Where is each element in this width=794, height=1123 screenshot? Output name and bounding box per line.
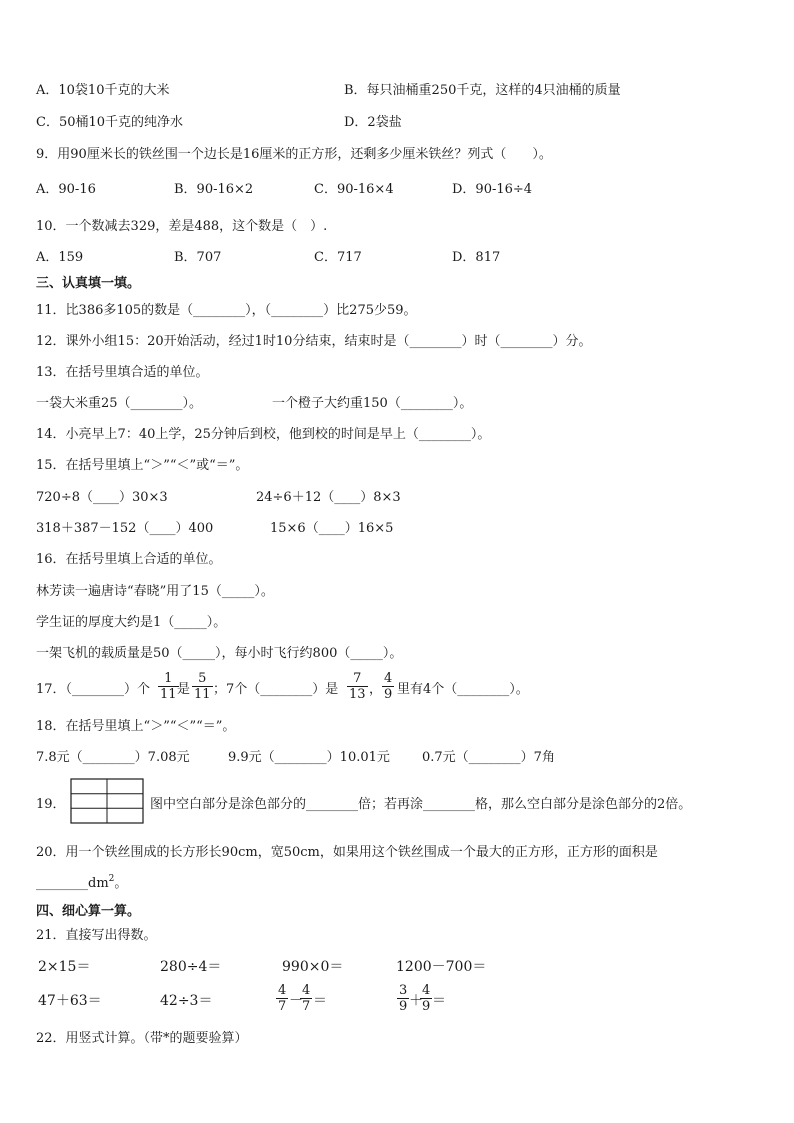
section-4-heading: 四、细心算一算。 xyxy=(36,904,141,919)
q9-option-a: A．90-16 xyxy=(36,182,96,197)
q8-option-d: D．2袋盐 xyxy=(344,115,402,130)
q21-expr-5: 47＋63＝ xyxy=(38,993,102,1009)
q21-expr-6: 42÷3＝ xyxy=(160,993,213,1009)
q10-option-c: C．717 xyxy=(314,250,362,265)
q21-text: 21．直接写出得数。 xyxy=(36,928,157,943)
section-3-heading: 三、认真填一填。 xyxy=(36,276,141,291)
q21-frac-expr-2-a xyxy=(397,983,409,1014)
q14-text: 14．小亮早上7：40上学，25分钟后到校，他到校的时间是早上（________）。 xyxy=(36,427,491,442)
q11-text: 11．比386多105的数是（________），（________）比275少59。 xyxy=(36,303,417,318)
q17-fraction-1 xyxy=(158,671,179,702)
q10-option-d: D．817 xyxy=(452,250,501,265)
q18-text: 18．在括号里填上“＞”“＜”“＝”。 xyxy=(36,719,236,734)
q20-text: 20．用一个铁丝围成的长方形长90cm，宽50cm，如果用这个铁丝围成一个最大的正方形，正方形的面积是 xyxy=(36,845,658,860)
q16-part-c: 一架飞机的载质量是50（_____），每小时飞行约800（_____）。 xyxy=(36,646,403,661)
q17-fraction-3 xyxy=(347,671,368,702)
q17-fraction-2 xyxy=(192,671,213,702)
numerator: 4 xyxy=(278,983,287,998)
q10-option-a: A．159 xyxy=(36,250,84,265)
q21-frac-expr-1-b xyxy=(300,983,312,1014)
q17-fraction-3-denominator: 13 xyxy=(349,687,366,702)
q21-expr-3: 990×0＝ xyxy=(282,959,344,975)
q13-text: 13．在括号里填合适的单位。 xyxy=(36,365,209,380)
q17-fraction-4-denominator: 9 xyxy=(384,687,393,702)
q8-option-a: A．10袋10千克的大米 xyxy=(36,83,170,98)
q10-option-b: B．707 xyxy=(174,250,222,265)
q16-part-b: 学生证的厚度大约是1（_____）。 xyxy=(36,615,227,630)
q9-option-c: C．90-16×4 xyxy=(314,182,394,197)
q21-frac-expr-1-op: － xyxy=(289,993,303,1009)
q18-part-c: 0.7元（________）7角 xyxy=(422,750,555,765)
q9-option-d: D．90-16÷4 xyxy=(452,182,533,197)
q17-fraction-2-denominator: 11 xyxy=(194,687,211,702)
q21-expr-4: 1200－700＝ xyxy=(396,959,487,975)
q17-part-1: 17．（________）个 xyxy=(36,682,151,697)
q17-fraction-4 xyxy=(382,671,394,702)
denominator: 9 xyxy=(399,999,408,1014)
q17-part-3: ；7个（________）是 xyxy=(213,682,339,697)
q18-part-b: 9.9元（________）10.01元 xyxy=(228,750,390,765)
q21-frac-expr-2-eq: ＝ xyxy=(432,993,446,1009)
q21-frac-expr-2-op: ＋ xyxy=(409,993,423,1009)
numerator: 3 xyxy=(399,983,408,998)
q15-part-d: 15×6（____）16×5 xyxy=(270,521,394,536)
q17-fraction-3-numerator: 7 xyxy=(353,671,362,686)
q17-part-4: ， xyxy=(369,682,383,697)
q15-text: 15．在括号里填上“＞”“＜”或“＝”。 xyxy=(36,458,249,473)
q8-option-c: C．50桶10千克的纯净水 xyxy=(36,115,184,130)
q16-text: 16．在括号里填上合适的单位。 xyxy=(36,552,222,567)
q8-option-b: B．每只油桶重250千克，这样的4只油桶的质量 xyxy=(344,83,621,98)
q21-frac-expr-1-a xyxy=(276,983,288,1014)
denominator: 7 xyxy=(302,999,311,1014)
q20-superscript: 2 xyxy=(108,874,115,884)
denominator: 7 xyxy=(278,999,287,1014)
q21-frac-expr-2-b xyxy=(420,983,432,1014)
q19-text: 图中空白部分是涂色部分的________倍；若再涂________格，那么空白部分是涂色部分的2倍。 xyxy=(150,797,692,812)
q16-part-a: 林芳读一遍唐诗“春晓”用了15（_____）。 xyxy=(36,584,274,599)
q13-part-a: 一袋大米重25（________）。 xyxy=(36,396,203,411)
q21-frac-expr-1-eq: ＝ xyxy=(313,993,327,1009)
numerator: 4 xyxy=(422,983,431,998)
q17-fraction-1-numerator: 1 xyxy=(164,671,173,686)
q20-answer-blank: ________dm xyxy=(36,876,109,891)
q15-part-b: 24÷6＋12（____）8×3 xyxy=(256,490,401,505)
q21-expr-2: 280÷4＝ xyxy=(160,959,222,975)
q17-fraction-4-numerator: 4 xyxy=(384,671,393,686)
q19-number: 19． xyxy=(36,797,66,812)
q21-expr-1: 2×15＝ xyxy=(38,959,91,975)
q19-grid-figure xyxy=(70,778,146,826)
denominator: 9 xyxy=(422,999,431,1014)
numerator: 4 xyxy=(302,983,311,998)
q22-text: 22．用竖式计算。（带*的题要验算） xyxy=(36,1031,248,1046)
q12-text: 12．课外小组15：20开始活动，经过1时10分结束，结束时是（________）时（________）分。 xyxy=(36,334,592,349)
q15-part-c: 318＋387－152（____）400 xyxy=(36,521,214,536)
q20-end: 。 xyxy=(114,876,128,891)
q17-part-5: 里有4个（________）。 xyxy=(397,682,529,697)
q15-part-a: 720÷8（____）30×3 xyxy=(36,490,168,505)
q17-part-2: 是 xyxy=(177,682,191,697)
q17-fraction-1-denominator: 11 xyxy=(160,687,177,702)
q17-fraction-2-numerator: 5 xyxy=(198,671,207,686)
q13-part-b: 一个橙子大约重150（________）。 xyxy=(272,396,473,411)
q18-part-a: 7.8元（________）7.08元 xyxy=(36,750,190,765)
q10-text: 10．一个数减去329，差是488，这个数是（ ）. xyxy=(36,219,328,234)
q9-option-b: B．90-16×2 xyxy=(174,182,254,197)
q9-text: 9．用90厘米长的铁丝围一个边长是16厘米的正方形，还剩多少厘米铁丝？列式（ ）。 xyxy=(36,147,552,162)
q20-answer-line xyxy=(36,875,127,894)
